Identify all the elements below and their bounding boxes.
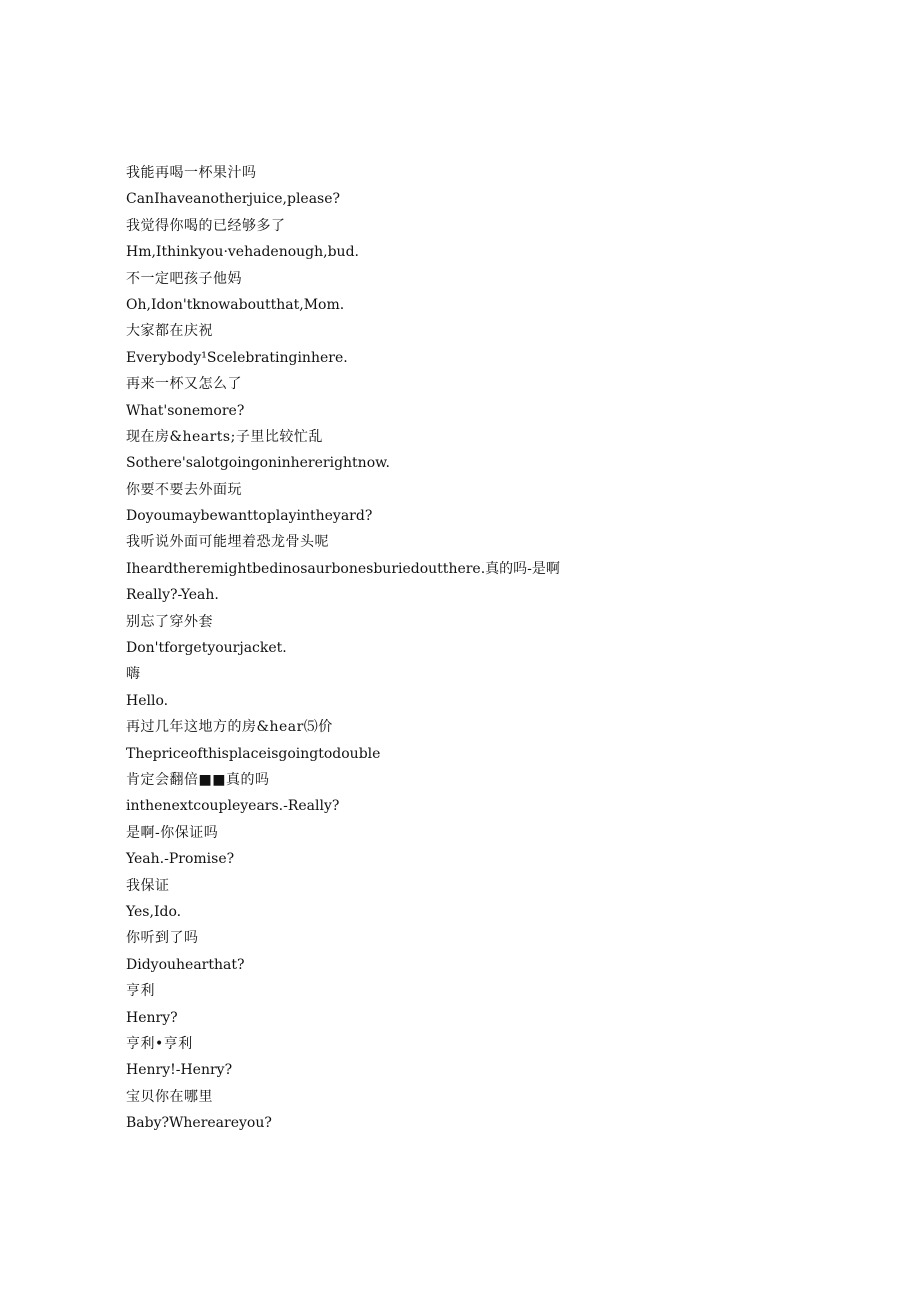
subtitle-line: 亨利 — [126, 983, 155, 1000]
subtitle-line: inthenextcoupleyears.-Really? — [126, 798, 340, 815]
subtitle-line: Baby?Whereareyou? — [126, 1115, 272, 1132]
subtitle-line: 是啊-你保证吗 — [126, 824, 219, 841]
subtitle-line: 亨利•亨利 — [126, 1035, 193, 1052]
subtitle-line: 我能再喝一杯果汁吗 — [126, 165, 257, 181]
subtitle-line: 现在房&hearts;子里比较忙乱 — [126, 428, 323, 445]
subtitle-line: 你听到了吗 — [126, 930, 199, 947]
subtitle-line: Doyoumaybewanttoplayintheyard? — [126, 508, 373, 525]
subtitle-line: CanIhaveanotherjuice,please? — [126, 191, 341, 208]
subtitle-line: Henry!-Henry? — [126, 1062, 233, 1079]
subtitle-line: Didyouhearthat? — [126, 956, 245, 973]
subtitle-line: Don'tforgetyourjacket. — [126, 640, 287, 657]
subtitle-line: Thepriceofthisplaceisgoingtodouble — [126, 745, 381, 762]
subtitle-line: Iheardtheremightbedinosaurbonesburiedoutthere.真的吗-是啊 — [126, 560, 560, 577]
subtitle-line: Henry? — [126, 1009, 178, 1026]
subtitle-lines — [126, 160, 886, 1136]
subtitle-line: 再来一杯又怎么了 — [126, 376, 242, 393]
subtitle-line: 你要不要去外面玩 — [126, 481, 242, 498]
subtitle-line: Sothere'salotgoingoninhererightnow. — [126, 455, 390, 472]
subtitle-line: 不一定吧孩子他妈 — [126, 270, 242, 287]
subtitle-line: 我保证 — [126, 877, 170, 894]
subtitle-line: 大家都在庆祝 — [126, 323, 213, 340]
subtitle-line: 再过几年这地方的房&hear⑸价 — [126, 719, 333, 736]
subtitle-line: 我听说外面可能埋着恐龙骨头呢 — [126, 534, 329, 551]
subtitle-line: Oh,Idon'tknowaboutthat,Mom. — [126, 296, 345, 313]
subtitle-line: Really?-Yeah. — [126, 587, 219, 604]
subtitle-line: 别忘了穿外套 — [126, 613, 213, 630]
subtitle-line: 嗨 — [126, 666, 141, 683]
subtitle-line: Yes,Ido. — [126, 903, 182, 920]
subtitle-line: What'sonemore? — [126, 402, 245, 419]
subtitle-line: Yeah.-Promise? — [126, 851, 235, 868]
subtitle-line: Hello. — [126, 692, 169, 709]
subtitle-line: 肯定会翻倍■■真的吗 — [126, 771, 270, 788]
subtitle-line: Everybody¹Scelebratinginhere. — [126, 349, 348, 366]
subtitle-line: 我觉得你喝的已经够多了 — [126, 217, 286, 234]
subtitle-line: 宝贝你在哪里 — [126, 1088, 213, 1105]
subtitle-line: Hm,Ithinkyou·vehadenough,bud. — [126, 244, 359, 261]
